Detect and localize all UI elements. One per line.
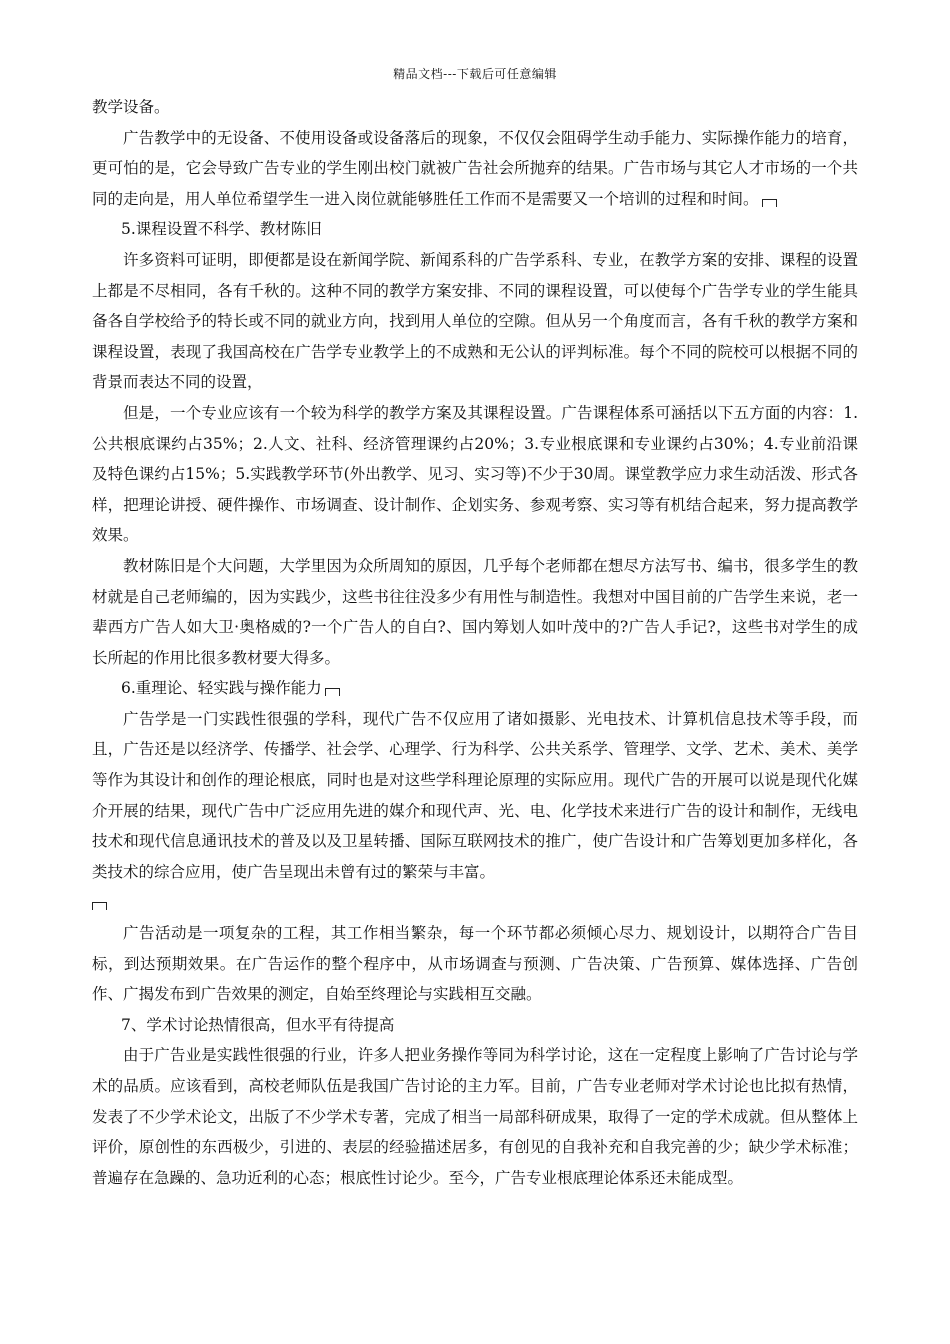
section-heading-7: 7、学术讨论热情很高，但水平有待提高	[121, 1015, 395, 1034]
heading-text: 6.重理论、轻实践与操作能力	[121, 679, 322, 698]
paragraph-ad-activity: 广告活动是一项复杂的工程，其工作相当繁杂，每一个环节都必须倾心尽力、规划设计，以期符合广告目标，到达预期效果。在广告运作的整个程序中，从市场调查与预测、广告决策、广告预算、媒体选择、广告创作、广揭发布到广告效果的测定，自始至终理论与实践相互交融。	[92, 924, 858, 1004]
page-header: 精品文档---下载后可任意编辑	[393, 67, 557, 81]
document-body	[92, 92, 858, 1193]
corner-mark-icon	[762, 199, 777, 207]
corner-mark-icon	[92, 902, 107, 910]
paragraph-equipment	[92, 123, 858, 215]
section-heading-5: 5.课程设置不科学、教材陈旧	[121, 220, 322, 239]
paragraph-continuation	[92, 92, 858, 123]
paragraph-text: 广告教学中的无设备、不使用设备或设备落后的现象，不仅仅会阻碍学生动手能力、实际操作能力的培育，更可怕的是，它会导致广告专业的学生刚出校门就被广告社会所抛弃的结果。广告市场与其它人才市场的一个共同的走向是，用人单位希望学生一进入岗位就能够胜任工作而不是需要又一个培训的过程和时间。	[92, 128, 858, 208]
corner-mark-icon	[325, 688, 340, 696]
paragraph-curriculum: 许多资料可证明，即便都是设在新闻学院、新闻系科的广告学系科、专业，在教学方案的安排、课程的设置上都是不尽相同，各有千秋的。这种不同的教学方案安排、不同的课程设置，可以使每个广告学专业的学生能具备各自学校给予的特长或不同的就业方向，找到用人单位的空隙。但从另一个角度而言，各有千秋的教学方案和课程设置，表现了我国高校在广告学专业教学上的不成熟和无公认的评判标准。每个不同的院校可以根据不同的背景而表达不同的设置，	[92, 250, 858, 392]
section-heading-6	[92, 673, 858, 704]
paragraph-course-system: 但是，一个专业应该有一个较为科学的教学方案及其课程设置。广告课程体系可涵括以下五方面的内容：1.公共根底课约占35%；2.人文、社科、经济管理课约占20%；3.专业根底课和专业课约占30%；4.专业前沿课及特色课约占15%；5.实践教学环节(外出教学、见习、实习等)不少于30周。课堂教学应力求生动活泼、形式各样，把理论讲授、硬件操作、市场调查、设计制作、企划实务、参观考察、实习等有机结合起来，努力提高教学效果。	[92, 403, 858, 545]
paragraph-textbooks: 教材陈旧是个大问题，大学里因为众所周知的原因，几乎每个老师都在想尽方法写书、编书，很多学生的教材就是自己老师编的，因为实践少，这些书往往没多少有用性与制造性。我想对中国目前的广告学生来说，老一辈西方广告人如大卫·奥格威的?一个广告人的自白?、国内筹划人如叶茂中的?广告人手记?，这些书对学生的成长所起的作用比很多教材要大得多。	[92, 556, 858, 667]
corner-mark-line	[92, 887, 858, 918]
paragraph-text: 教学设备。	[92, 98, 170, 116]
paragraph-research: 由于广告业是实践性很强的行业，许多人把业务操作等同为科学讨论，这在一定程度上影响了广告讨论与学术的品质。应该看到，高校老师队伍是我国广告讨论的主力军。目前，广告专业老师对学术讨论也比拟有热情，发表了不少学术论文，出版了不少学术专著，完成了相当一局部科研成果，取得了一定的学术成就。但从整体上评价，原创性的东西极少，引进的、表层的经验描述居多，有创见的自我补充和自我完善的少；缺少学术标准；普遍存在急躁的、急功近利的心态；根底性讨论少。至今，广告专业根底理论体系还未能成型。	[92, 1046, 858, 1187]
paragraph-practice: 广告学是一门实践性很强的学科，现代广告不仅应用了诸如摄影、光电技术、计算机信息技术等手段，而且，广告还是以经济学、传播学、社会学、心理学、行为科学、公共关系学、管理学、文学、艺术、美术、美学等作为其设计和创作的理论根底，同时也是对这些学科理论原理的实际应用。现代广告的开展可以说是现代化媒介开展的结果，现代广告中广泛应用先进的媒介和现代声、光、电、化学技术来进行广告的设计和制作，无线电技术和现代信息通讯技术的普及以及卫星转播、国际互联网技术的推广，使广告设计和广告筹划更加多样化，各类技术的综合应用，使广告呈现出未曾有过的繁荣与丰富。	[92, 709, 858, 881]
